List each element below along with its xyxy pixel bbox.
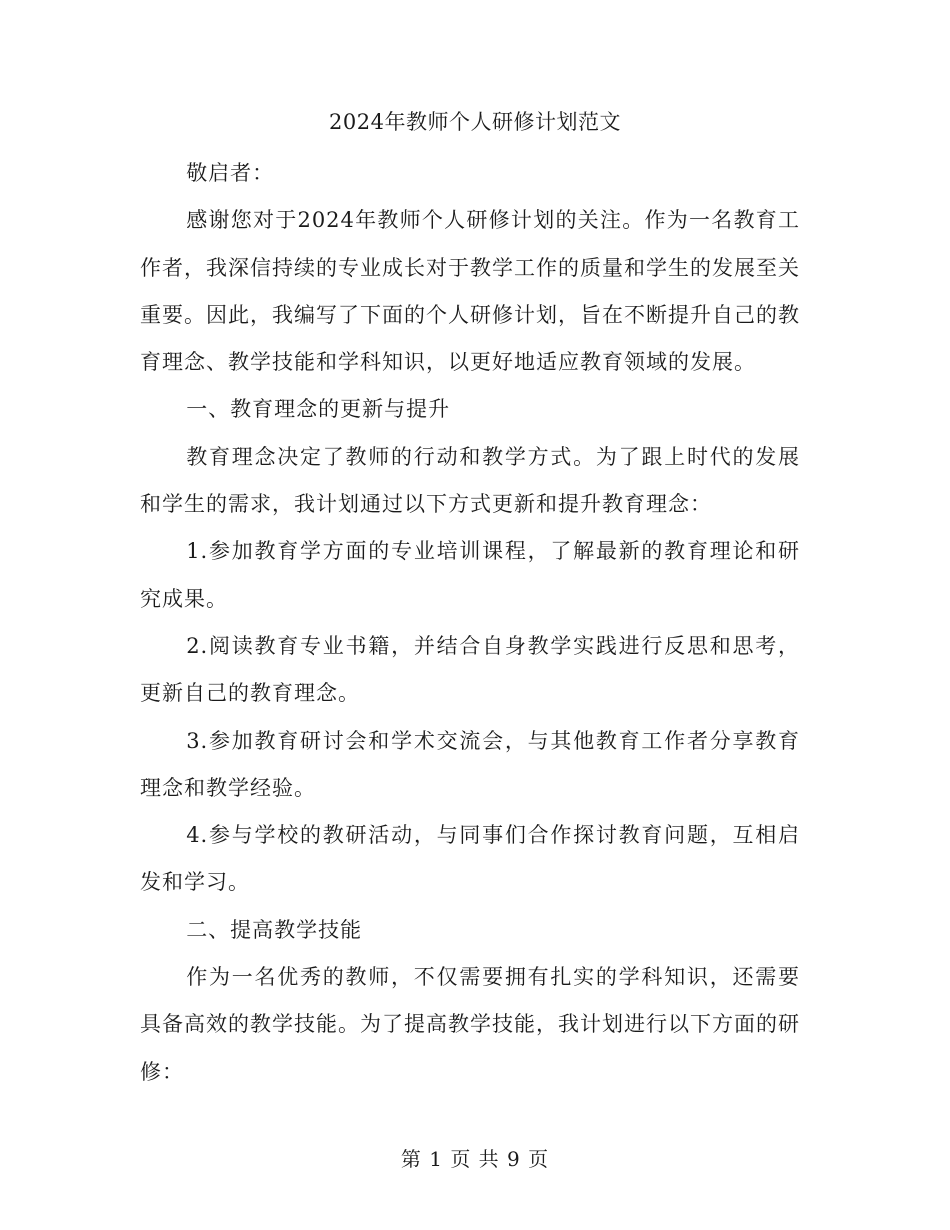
- list-item-3: 3.参加教育研讨会和学术交流会，与其他教育工作者分享教育理念和教学经验。: [140, 728, 800, 800]
- section-heading-2: 二、提高教学技能: [186, 917, 363, 942]
- section-2-paragraph: 作为一名优秀的教师，不仅需要拥有扎实的学科知识，还需要具备高效的教学技能。为了提高教学技能，我计划进行以下方面的研修：: [140, 965, 800, 1084]
- salutation: 敬启者：: [186, 161, 275, 185]
- intro-paragraph: 感谢您对于2024年教师个人研修计划的关注。作为一名教育工作者，我深信持续的专业成长对于教学工作的质量和学生的发展至关重要。因此，我编写了下面的个人研修计划，旨在不断提升自己的教育理念、教学技能和学科知识，以更好地适应教育领域的发展。: [140, 208, 800, 375]
- section-heading-1: 一、教育理念的更新与提升: [186, 397, 451, 422]
- list-item-2: 2.阅读教育专业书籍，并结合自身教学实践进行反思和思考，更新自己的教育理念。: [140, 633, 800, 706]
- page-number-footer: 第 1 页 共 9 页: [400, 1147, 550, 1171]
- section-1-paragraph: 教育理念决定了教师的行动和教学方式。为了跟上时代的发展和学生的需求，我计划通过以下方式更新和提升教育理念：: [140, 444, 800, 517]
- list-item-4: 4.参与学校的教研活动，与同事们合作探讨教育问题，互相启发和学习。: [140, 823, 800, 895]
- document-title: 2024年教师个人研修计划范文: [329, 110, 621, 134]
- document-body: [140, 150, 800, 1096]
- list-item-1: 1.参加教育学方面的专业培训课程，了解最新的教育理论和研究成果。: [140, 539, 800, 611]
